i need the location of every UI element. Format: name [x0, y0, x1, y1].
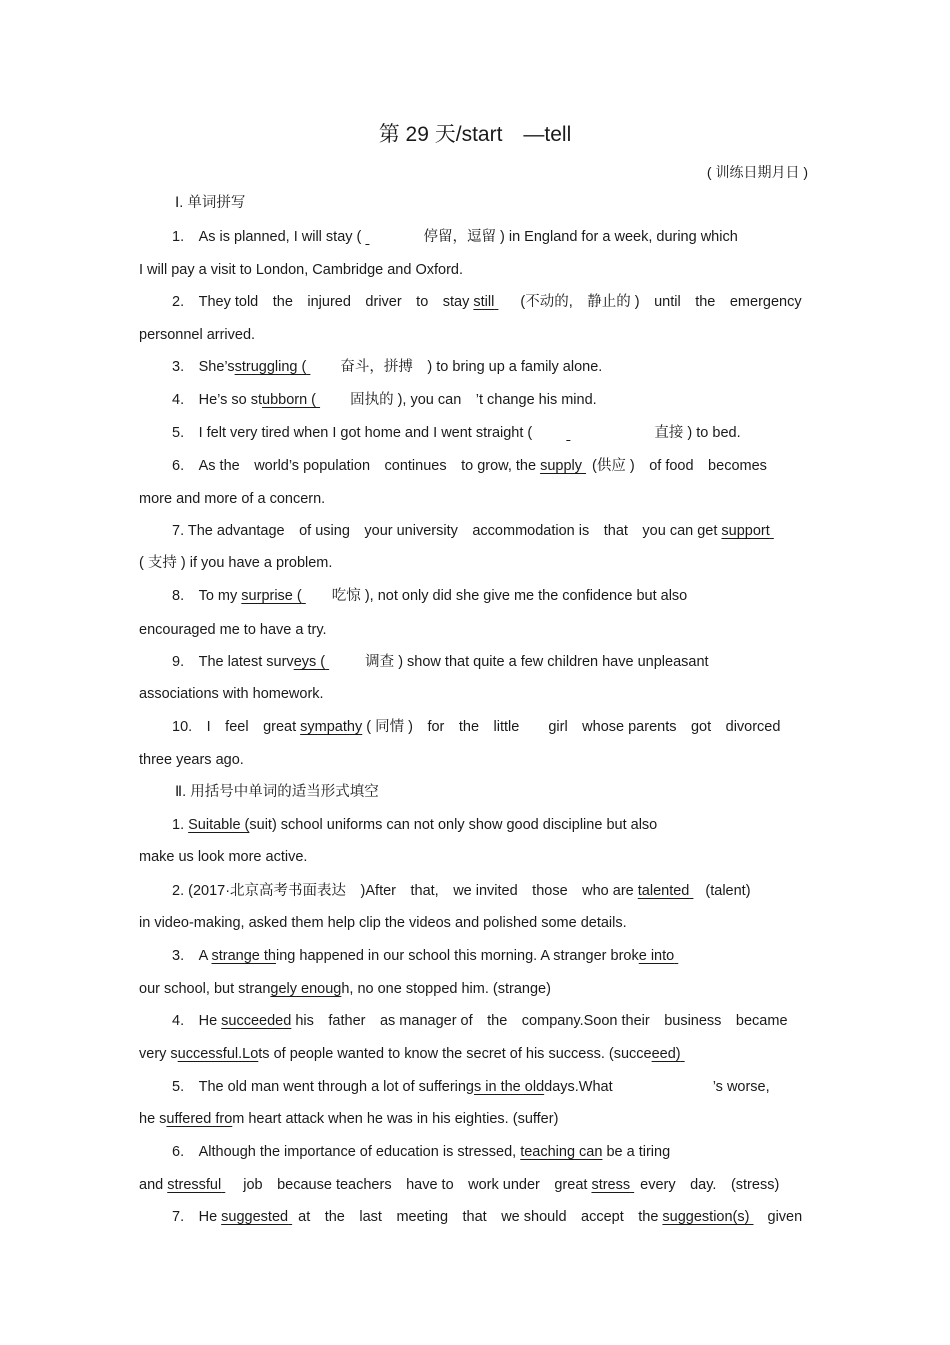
- training-date-note: ( 训练日期月日 ): [706, 164, 808, 180]
- s2-q1-line2: make us look more active.: [139, 849, 308, 865]
- answer-word: struggling (: [234, 359, 307, 375]
- answer-word: supply: [540, 458, 582, 474]
- s1-q3: 3. She’sstruggling ( 奋斗，拼搏 ) to bring up a family alone.: [172, 359, 603, 375]
- s1-q9-line2: associations with homework.: [139, 686, 324, 702]
- answer-word: stressful: [167, 1177, 222, 1193]
- s1-q2-line1: 2. They told the injured driver to stay still (不动的, 静止的 ) until the emergency: [172, 294, 802, 310]
- answer-word: gely enoug: [270, 981, 342, 997]
- answer-word: ubborn (: [262, 392, 317, 408]
- answer-word: uccessful.Lo: [177, 1046, 259, 1062]
- answer-word: e into: [638, 948, 675, 964]
- s2-q5-line2: he suffered from heart attack when he was in his eighties. (suffer): [139, 1111, 559, 1127]
- s1-q7-line2: ( 支持 ) if you have a problem.: [139, 555, 333, 571]
- answer-word: still: [473, 294, 495, 310]
- section2-heading: Ⅱ. 用括号中单词的适当形式填空: [175, 784, 379, 800]
- answer-word: suggestion(s): [662, 1209, 750, 1225]
- s1-q7-line1: 7. The advantage of using your university accommodation is that you can get support: [172, 523, 770, 539]
- s1-q1-line2: I will pay a visit to London, Cambridge and Oxford.: [139, 262, 463, 278]
- s2-q3-line1: 3. A strange thing happened in our school this morning. A stranger broke into: [172, 948, 675, 964]
- s2-q5-line1: 5. The old man went through a lot of sufferings in the olddays.What ’s worse,: [172, 1079, 770, 1095]
- s1-q10-line1: 10. I feel great sympathy ( 同情 ) for the little girl whose parents got divorced: [172, 719, 781, 735]
- answer-word: uffered fro: [166, 1111, 233, 1127]
- s1-q2-line2: personnel arrived.: [139, 327, 256, 343]
- s2-q6-line2: and stressful job because teachers have to work under great stress every day. (stress): [139, 1177, 780, 1193]
- answer-word: eed): [651, 1046, 681, 1062]
- answer-blank: [365, 228, 399, 246]
- answer-word: support: [721, 523, 770, 539]
- s1-q5: 5. I felt very tired when I got home and I went straight ( 直接 ) to bed.: [172, 425, 741, 441]
- s1-q4: 4. He’s so stubborn ( 固执的 ), you can ’t change his mind.: [172, 392, 597, 408]
- s1-q1-line1: 1. As is planned, I will stay ( 停留，逗留 ) in England for a week, during which: [172, 229, 738, 245]
- answer-word: succeeded: [221, 1013, 292, 1029]
- s1-q8-line2: encouraged me to have a try.: [139, 622, 327, 638]
- answer-word: teaching can: [520, 1144, 603, 1160]
- s2-q3-line2: our school, but strangely enough, no one stopped him. (strange): [139, 981, 551, 997]
- s1-q8-line1: 8. To my surprise ( 吃惊 ), not only did she give me the confidence but also: [172, 588, 688, 604]
- s1-q6-line2: more and more of a concern.: [139, 491, 326, 507]
- answer-word: s in the old: [474, 1079, 545, 1095]
- answer-word: stress: [591, 1177, 631, 1193]
- page-title: 第 29 天/start —tell: [378, 123, 572, 146]
- s2-q1-line1: 1. Suitable (suit) school uniforms can not only show good discipline but also: [172, 817, 658, 833]
- s1-q9-line1: 9. The latest surveys ( 调查 ) show that quite a few children have unpleasant: [172, 654, 709, 670]
- s2-q6-line1: 6. Although the importance of education is stressed, teaching can be a tiring: [172, 1144, 671, 1160]
- s2-q4-line2: very successful.Lots of people wanted to know the secret of his success. (succeeed): [139, 1046, 681, 1062]
- s2-q2-line1: 2. (2017·北京高考书面表达 )After that, we invited those who are talented (talent): [172, 883, 751, 899]
- answer-word: strange th: [211, 948, 276, 964]
- s2-q2-line2: in video-making, asked them help clip the videos and polished some details.: [139, 915, 627, 931]
- answer-word: sympathy: [300, 719, 363, 735]
- answer-word: Suitable (: [188, 817, 250, 833]
- answer-word: surprise (: [241, 588, 302, 604]
- s1-q10-line2: three years ago.: [139, 752, 244, 768]
- answer-word: talented: [637, 883, 690, 899]
- s1-q6-line1: 6. As the world’s population continues to grow, the supply (供应 ) of food becomes: [172, 458, 767, 474]
- answer-word: suggested: [221, 1209, 289, 1225]
- s2-q7-line1: 7. He suggested at the last meeting that we should accept the suggestion(s) given: [172, 1209, 803, 1225]
- answer-blank: [566, 424, 632, 442]
- section1-heading: Ⅰ. 单词拼写: [175, 195, 246, 211]
- s2-q4-line1: 4. He succeeded his father as manager of the company.Soon their business became: [172, 1013, 788, 1029]
- answer-word: eys (: [293, 654, 326, 670]
